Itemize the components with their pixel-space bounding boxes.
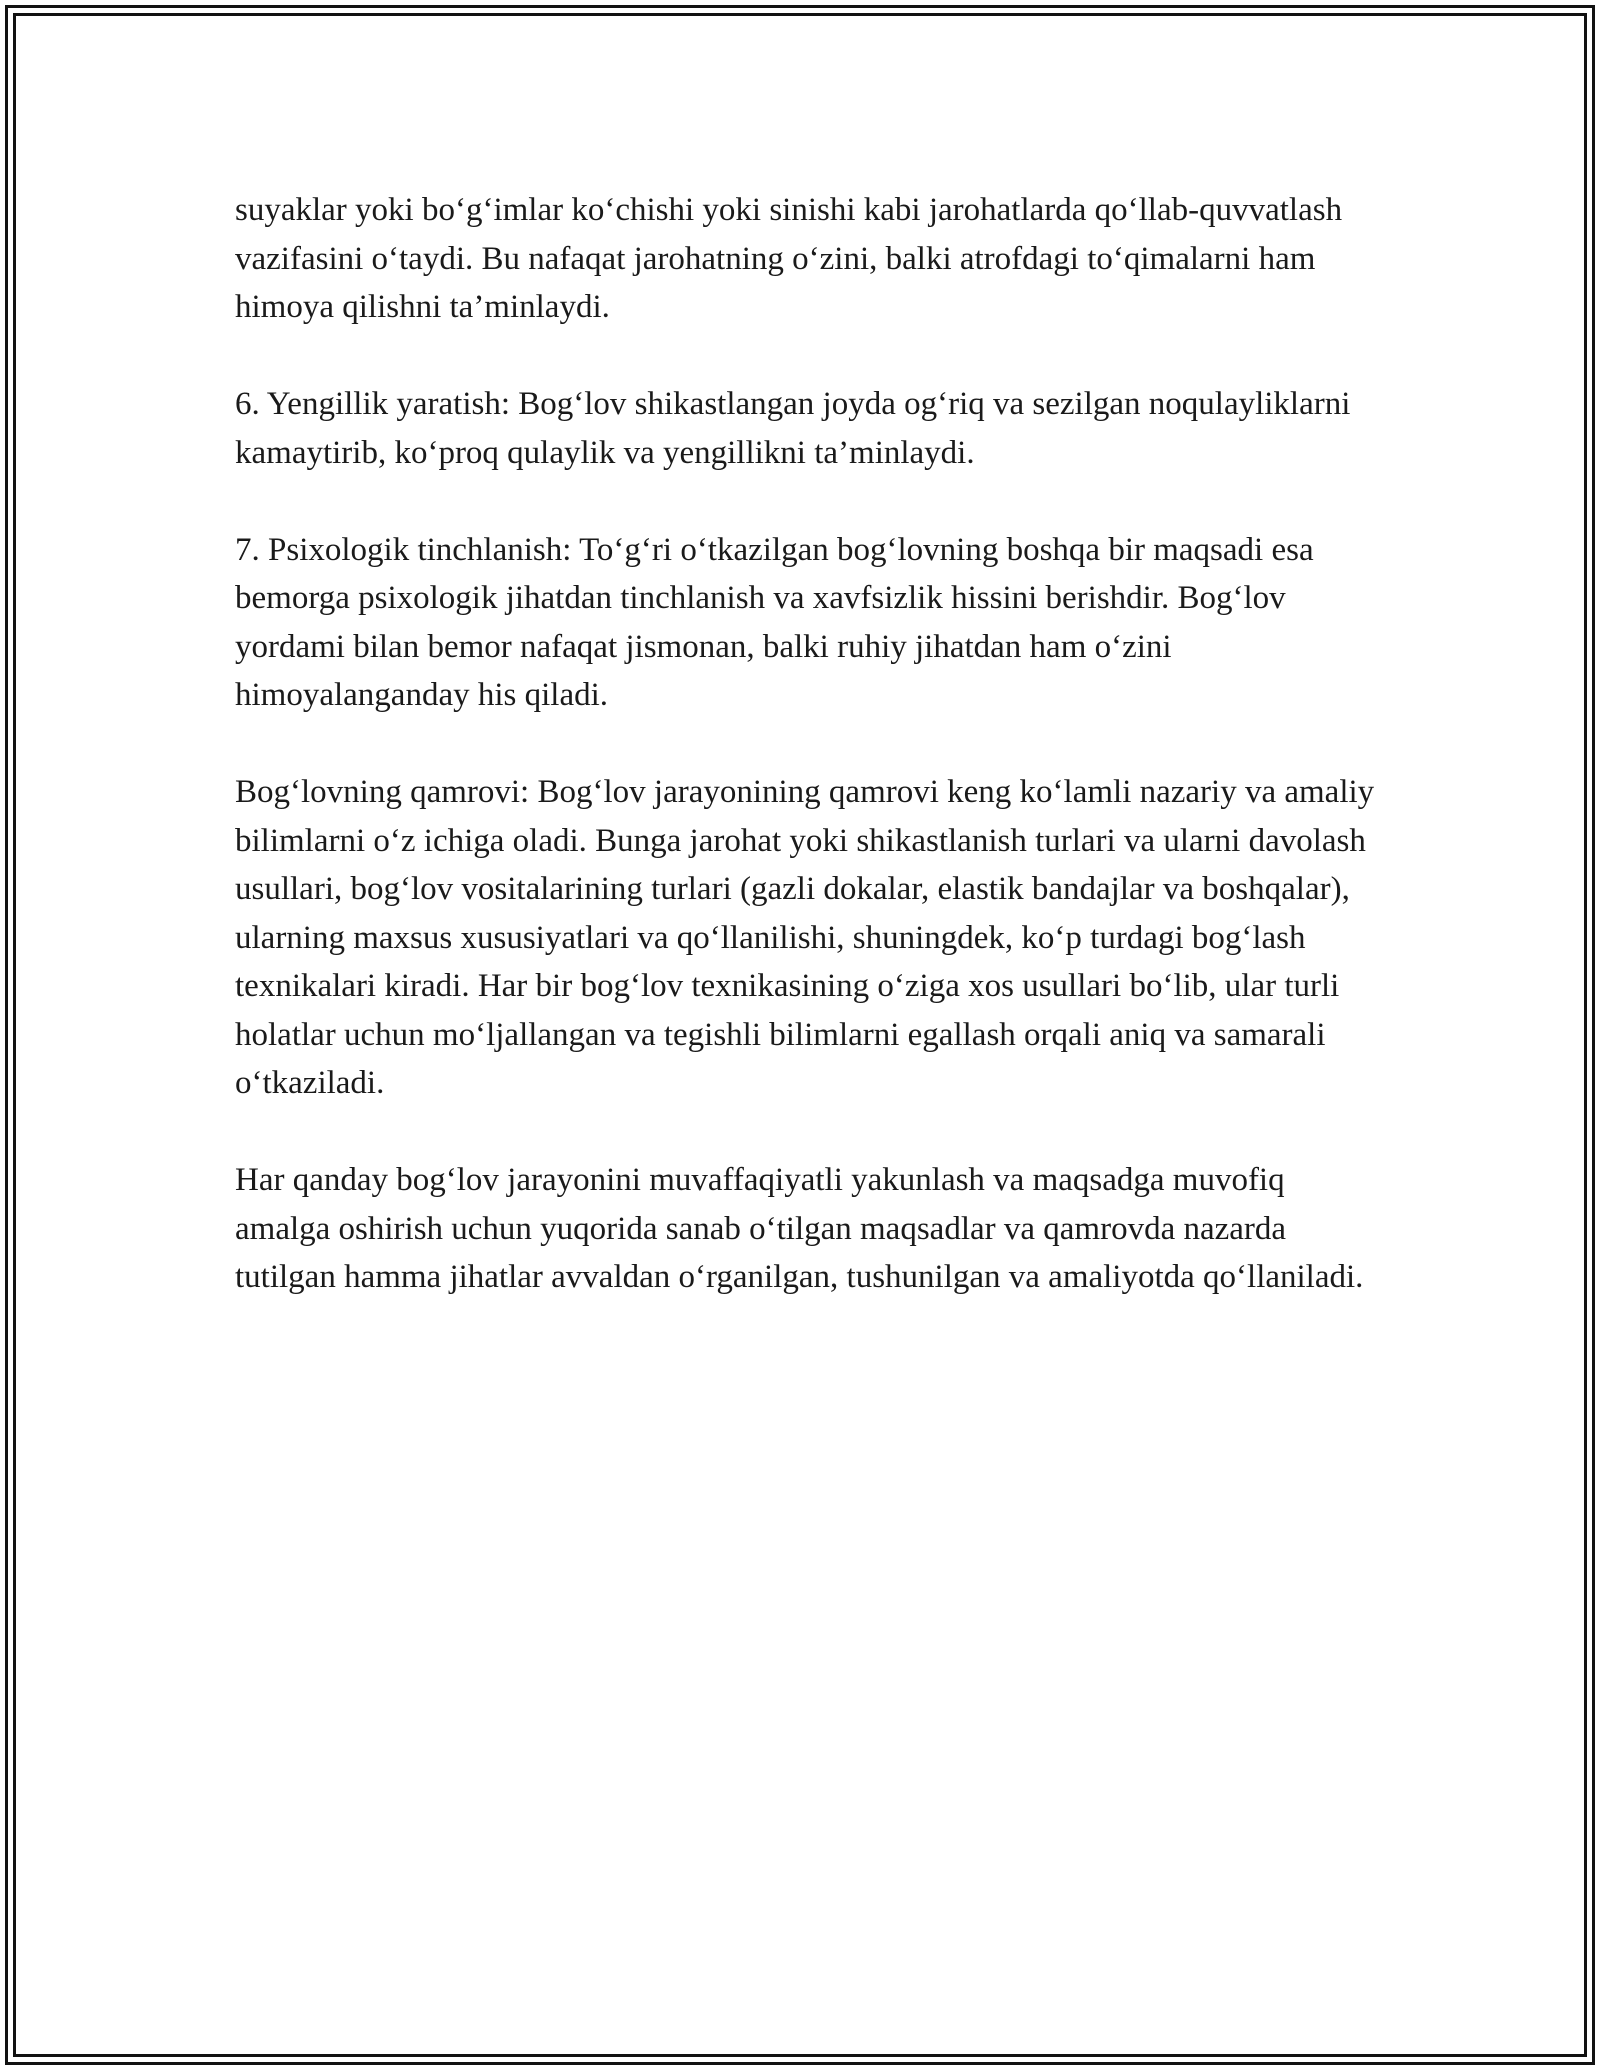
paragraph-scope: Bog‘lovning qamrovi: Bog‘lov jarayonining qamrovi keng ko‘lamli nazariy va amaliy bilimlarni o‘z ichiga oladi. Bunga jarohat yoki shikastlanish turlari va ularni davolash usullari, bog‘lov vositalarining turlari (gazli dokalar, elastik bandajlar va boshqalar), ularning maxsus xususiyatlari va qo‘llanilishi, shuningdek, ko‘p turdagi bog‘lash texnikalari kiradi. Har bir bog‘lov texnikasining o‘ziga xos usullari bo‘lib, ular turli holatlar uchun mo‘ljallangan va tegishli bilimlarni egallash orqali aniq va samarali o‘tkaziladi. [235, 774, 1375, 1101]
document-body [235, 186, 1385, 1350]
paragraph-item-6: 6. Yengillik yaratish: Bog‘lov shikastlangan joyda og‘riq va sezilgan noqulayliklarni kamaytirib, ko‘proq qulaylik va yengillikni ta’minlaydi. [235, 386, 1351, 471]
paragraph-conclusion: Har qanday bog‘lov jarayonini muvaffaqiyatli yakunlash va maqsadga muvofiq amalga oshirish uchun yuqorida sanab o‘tilgan maqsadlar va qamrovda nazarda tutilgan hamma jihatlar avvaldan o‘rganilgan, tushunilgan va amaliyotda qo‘llaniladi. [235, 1162, 1364, 1295]
paragraph-continuation: suyaklar yoki bo‘g‘imlar ko‘chishi yoki sinishi kabi jarohatlarda qo‘llab-quvvatlash vazifasini o‘taydi. Bu nafaqat jarohatning o‘zini, balki atrofdagi to‘qimalarni ham himoya qilishni ta’minlaydi. [235, 192, 1343, 325]
paragraph-item-7: 7. Psixologik tinchlanish: To‘g‘ri o‘tkazilgan bog‘lovning boshqa bir maqsadi esa bemorga psixologik jihatdan tinchlanish va xavfsizlik hissini berishdir. Bog‘lov yordami bilan bemor nafaqat jismonan, balki ruhiy jihatdan ham o‘zini himoyalanganday his qiladi. [235, 531, 1314, 713]
